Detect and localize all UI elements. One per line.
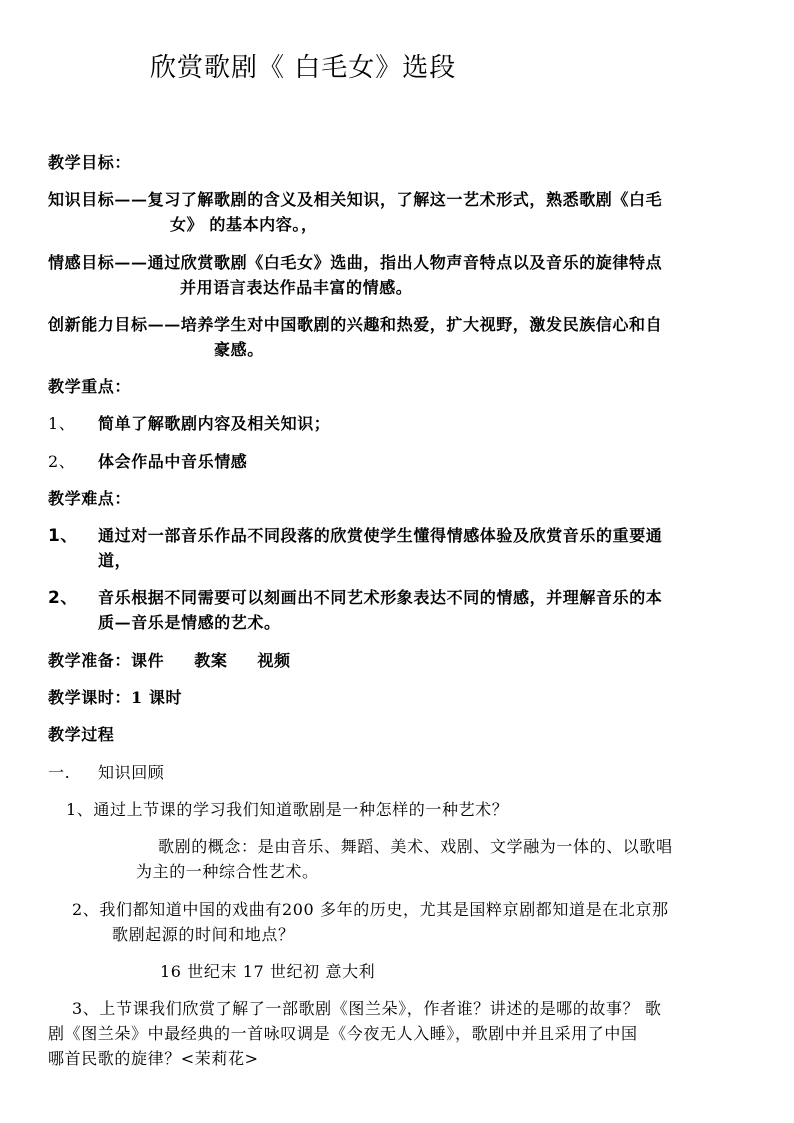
process-heading: 教学过程 [48, 725, 115, 744]
difficulty-line2: 道， [98, 551, 132, 570]
difficulty-line2: 质—音乐是情感的艺术。 [98, 613, 281, 632]
question-2-line1: 2、我们都知道中国的戏曲有200 多年的历史，尤其是国粹京剧都知道是在北京那 [72, 900, 669, 919]
concept-line2: 为主的一种综合性艺术。 [136, 862, 319, 881]
review-heading: 知识回顾 [98, 763, 165, 782]
preparation-item: 视频 [257, 651, 291, 670]
page-title: 欣赏歌剧《 白毛女》选段 [150, 53, 457, 83]
preparation-item: 课件 [131, 651, 165, 670]
knowledge-goal-line1: 知识目标——复习了解歌剧的含义及相关知识，了解这一艺术形式，熟悉歌剧《白毛 [48, 190, 663, 209]
objectives-heading: 教学目标： [48, 153, 132, 172]
innovation-goal-line1: 创新能力目标——培养学生对中国歌剧的兴趣和热爱，扩大视野，激发民族信心和自 [48, 315, 663, 334]
emotion-goal-line1: 情感目标——通过欣赏歌剧《白毛女》选曲，指出人物声音特点以及音乐的旋律特点 [48, 253, 663, 272]
question-3-line1: 3、上节课我们欣赏了解了一部歌剧《图兰朵》，作者谁？讲述的是哪的故事？ 歌 [72, 999, 662, 1018]
emotion-goal-line2: 并用语言表达作品丰富的情感。 [180, 278, 413, 297]
question-3-line2: 剧《图兰朵》中最经典的一首咏叹调是《今夜无人入睡》，歌剧中并且采用了中国 [48, 1024, 638, 1043]
key-point-number: 2、 [48, 452, 76, 471]
concept-line1: 歌剧的概念：是由音乐、舞蹈、美术、戏剧、文学融为一体的、以歌唱 [158, 837, 673, 856]
key-point-number: 1、 [48, 414, 76, 433]
difficulty-number: 2、 [48, 588, 79, 608]
knowledge-goal-line2: 女》 的基本内容。， [170, 215, 318, 234]
innovation-goal-line2: 豪感。 [214, 340, 264, 359]
difficulties-heading: 教学难点： [48, 489, 132, 508]
key-point-text: 简单了解歌剧内容及相关知识； [98, 414, 331, 433]
key-points-heading: 教学重点： [48, 377, 132, 396]
question-2-line2: 歌剧起源的时间和地点？ [112, 925, 295, 944]
question-1: 1、通过上节课的学习我们知道歌剧是一种怎样的一种艺术？ [66, 800, 509, 819]
review-number: 一. [48, 763, 71, 782]
preparation-row [48, 650, 291, 672]
key-point-text: 体会作品中音乐情感 [98, 452, 248, 471]
preparation-label: 教学准备： [48, 651, 132, 670]
answer-2: 16 世纪末 17 世纪初 意大利 [160, 962, 376, 981]
difficulty-line1: 音乐根据不同需要可以刻画出不同艺术形象表达不同的情感，并理解音乐的本 [98, 588, 663, 607]
class-hours: 教学课时：1 课时 [48, 688, 183, 707]
difficulty-number: 1、 [48, 526, 79, 546]
question-3-line3: 哪首民歌的旋律？<茉莉花> [48, 1049, 259, 1068]
difficulty-line1: 通过对一部音乐作品不同段落的欣赏使学生懂得情感体验及欣赏音乐的重要通 [98, 526, 663, 545]
preparation-item: 教案 [194, 651, 228, 670]
